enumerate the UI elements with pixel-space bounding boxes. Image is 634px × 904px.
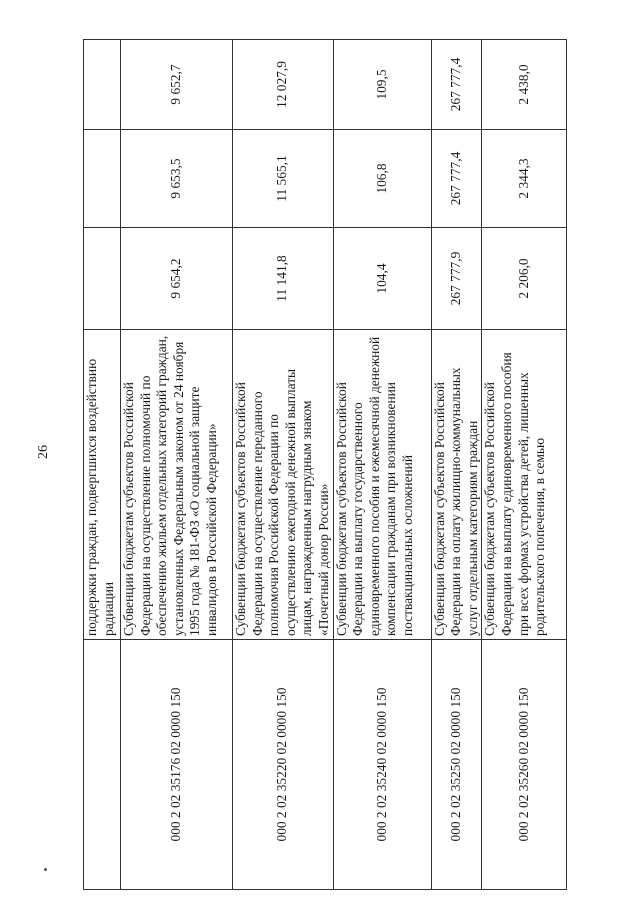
value-cell-1: 104,4: [333, 228, 431, 330]
table-row: [233, 40, 334, 890]
value-cell-2: [84, 130, 121, 228]
value-cell-1: 9 654,2: [121, 228, 233, 330]
table-row: [333, 40, 431, 890]
value-cell-3: [84, 40, 121, 130]
value-cell-1: [84, 228, 121, 330]
budget-code-cell: 000 2 02 35250 02 0000 150: [431, 640, 482, 890]
value-cell-2: 2 344,3: [482, 130, 567, 228]
description-cell: Субвенции бюджетам субъектов Российской Федерации на осуществление полномочий по обеспечению жильем отдельных категорий граждан, установленных Федеральным законом от 24 ноября 1995 года № 181-ФЗ «О социальной защите инвалидов в Российской Федерации»: [121, 330, 233, 640]
table-row: [431, 40, 482, 890]
value-cell-1: 2 206,0: [482, 228, 567, 330]
budget-table: [83, 39, 567, 890]
description-cell: Субвенции бюджетам субъектов Российской Федерации на оплату жилищно-коммунальных услуг отдельным категориям граждан: [431, 330, 482, 640]
value-cell-2: 106,8: [333, 130, 431, 228]
value-cell-1: 11 141,8: [233, 228, 334, 330]
value-cell-2: 267 777,4: [431, 130, 482, 228]
value-cell-2: 11 565,1: [233, 130, 334, 228]
budget-code-cell: [84, 640, 121, 890]
budget-code-cell: 000 2 02 35240 02 0000 150: [333, 640, 431, 890]
description-cell: Субвенции бюджетам субъектов Российской Федерации на выплату единовременного пособия при всех формах устройства детей, лишенных родительского попечения, в семью: [482, 330, 567, 640]
description-cell: Субвенции бюджетам субъектов Российской Федерации на выплату государственного единовременного пособия и ежемесячной денежной компенсации гражданам при возникновении поствакцинальных осложнений: [333, 330, 431, 640]
table-row: [121, 40, 233, 890]
value-cell-2: 9 653,5: [121, 130, 233, 228]
scan-speck: [44, 868, 47, 871]
value-cell-3: 267 777,4: [431, 40, 482, 130]
value-cell-3: 2 438,0: [482, 40, 567, 130]
description-cell: поддержки граждан, подвергшихся воздействию радиации: [84, 330, 121, 640]
table-row: [482, 40, 567, 890]
value-cell-1: 267 777,9: [431, 228, 482, 330]
value-cell-3: 12 027,9: [233, 40, 334, 130]
description-cell: Субвенции бюджетам субъектов Российской Федерации на осуществление переданного полномочия Российской Федерации по осуществлению ежегодной денежной выплаты лицам, награжденным нагрудным знаком «Почетный донор России»: [233, 330, 334, 640]
budget-code-cell: 000 2 02 35220 02 0000 150: [233, 640, 334, 890]
value-cell-3: 9 652,7: [121, 40, 233, 130]
page-number: 26: [36, 445, 51, 459]
budget-code-cell: 000 2 02 35176 02 0000 150: [121, 640, 233, 890]
budget-code-cell: 000 2 02 35260 02 0000 150: [482, 640, 567, 890]
table-row: [84, 40, 121, 890]
value-cell-3: 109,5: [333, 40, 431, 130]
